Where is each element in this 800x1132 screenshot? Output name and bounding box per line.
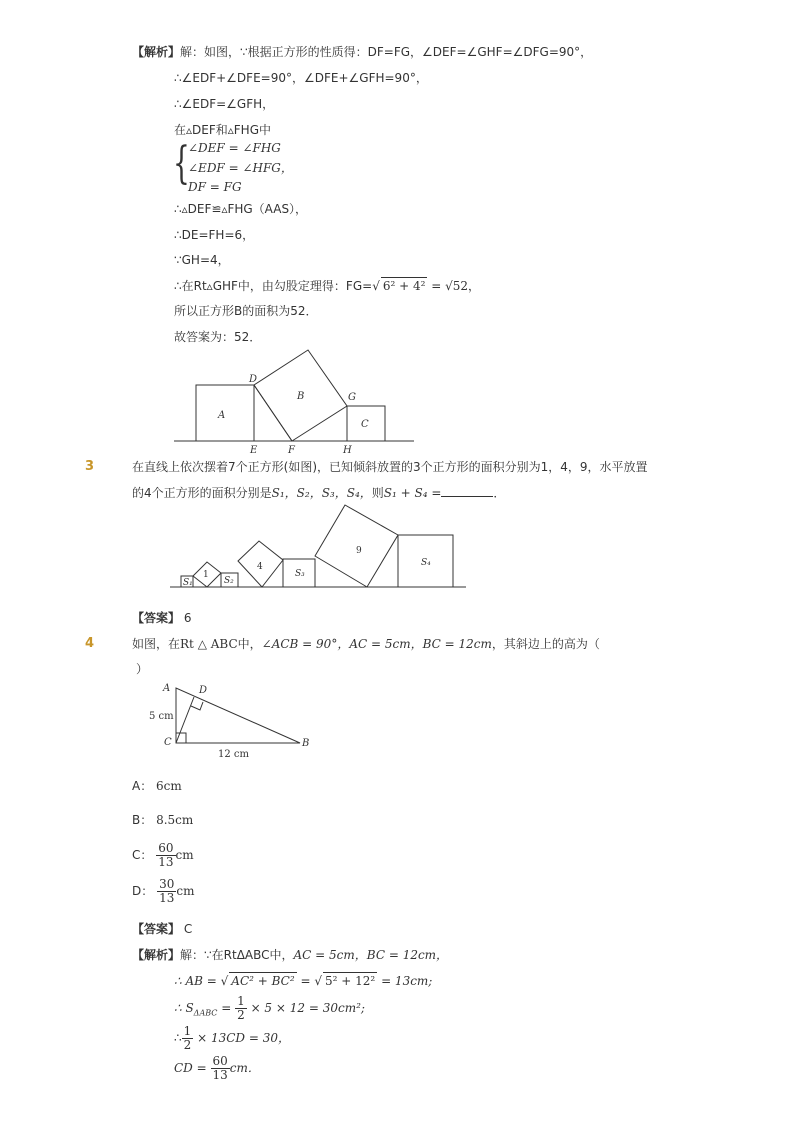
label-s1: S₁ — [183, 578, 193, 588]
label-c: C — [164, 737, 172, 748]
q2-line-2: ∴∠EDF+∠DFE=90°，∠DFE+∠GFH=90°， — [174, 71, 428, 85]
q2-line-4: 在▵DEF和▵FHG中 — [174, 123, 271, 137]
label-e: E — [250, 445, 258, 456]
altitude-cd — [176, 697, 194, 743]
label-9: 9 — [356, 546, 362, 556]
label-s4: S₄ — [421, 558, 431, 568]
label-b: B — [297, 391, 305, 402]
question-number-4: 4 — [85, 636, 95, 651]
q4-analysis-line-4: ∴ $\frac{1}{2}$ × 13CD = 30， — [174, 1024, 291, 1052]
label-a: A — [163, 683, 171, 694]
option-a[interactable]: A： 6cm — [132, 779, 182, 793]
system-eq-1: ∠DEF = ∠FHG — [188, 141, 281, 155]
triangle-figure-q4 — [145, 678, 320, 760]
analysis-tag: 【解析】 — [132, 45, 181, 59]
system-brace: { — [173, 138, 190, 189]
right-angle-d — [191, 702, 203, 710]
q2-line-3: ∴∠EDF=∠GFH， — [174, 97, 275, 111]
q4-analysis-line-3: ∴ $S_{\Delta ABC}$ = $\frac{1}{2}$ × 5 × 12 = 30cm²; — [174, 994, 365, 1022]
label-s2: S₂ — [224, 576, 234, 586]
q2-line-5: ∴▵DEF≌▵FHG（AAS）， — [174, 202, 308, 216]
q4-text-line-1: 如图，在Rt △ ABC中，∠ACB = 90°，AC = 5cm，BC = 12cm，其斜边上的高为（ — [132, 637, 600, 651]
label-f: F — [288, 445, 295, 456]
label-d: D — [249, 374, 258, 385]
label-a: A — [218, 410, 226, 421]
q3-text-line-2: 的4个正方形的面积分别是S₁，S₂，S₃，S₄，则S₁ + S₄ = ． — [132, 486, 506, 500]
label-c: C — [361, 419, 369, 430]
option-b[interactable]: B： 8.5cm — [132, 813, 194, 827]
triangle-abc — [176, 688, 300, 743]
q4-answer: 【答案】 C — [132, 922, 193, 936]
squares-figure-q2 — [170, 345, 420, 457]
label-bc: 12 cm — [218, 749, 249, 760]
q4-analysis-line-5: CD = $\frac{60}{13}$ cm． — [174, 1054, 260, 1082]
q2-analysis-line-1: 【解析】解：如图，∵根据正方形的性质得：DF=FG，∠DEF=∠GHF=∠DFG=90°， — [132, 45, 593, 59]
q2-line-10: 故答案为：52． — [174, 330, 262, 344]
q2-line-7: ∵GH=4， — [174, 253, 230, 267]
system-eq-3: DF = FG — [188, 180, 242, 194]
q2-line-6: ∴DE=FH=6， — [174, 228, 255, 242]
question-number-3: 3 — [85, 459, 95, 474]
answer-blank — [441, 484, 493, 497]
label-1: 1 — [203, 570, 209, 580]
system-eq-2: ∠EDF = ∠HFG， — [188, 161, 293, 175]
label-d: D — [199, 685, 208, 696]
label-b: B — [302, 738, 310, 749]
squares-figure-q3 — [165, 500, 470, 592]
label-ac: 5 cm — [149, 711, 174, 722]
option-d[interactable]: D： $\frac{30}{13}$ cm — [132, 877, 195, 905]
sqrt-expr: 6² + 4² — [382, 279, 426, 293]
label-4: 4 — [257, 562, 263, 572]
q2-line-8: ∴在Rt▵GHF中，由勾股定理得：FG=√ 6² + 4² = √52， — [174, 279, 481, 293]
q2-line-9: 所以正方形B的面积为52． — [174, 304, 318, 318]
q3-answer: 【答案】 6 — [132, 611, 192, 625]
q4-text-line-2: ） — [136, 662, 149, 676]
q3-text-line-1: 在直线上依次摆着7个正方形(如图)，已知倾斜放置的3个正方形的面积分别为1，4，9，水平放置 — [132, 460, 648, 474]
label-g: G — [348, 392, 356, 403]
segment-df — [254, 385, 292, 441]
option-c[interactable]: C： $\frac{60}{13}$ cm — [132, 841, 194, 869]
q4-analysis-line-1: 【解析】解：∵在RtΔABC中，AC = 5cm，BC = 12cm， — [132, 948, 449, 962]
label-s3: S₃ — [295, 569, 305, 579]
label-h: H — [343, 445, 352, 456]
q4-analysis-line-2: ∴ AB = √ AC² + BC² = √ 5² + 12² = 13cm; — [174, 974, 433, 988]
